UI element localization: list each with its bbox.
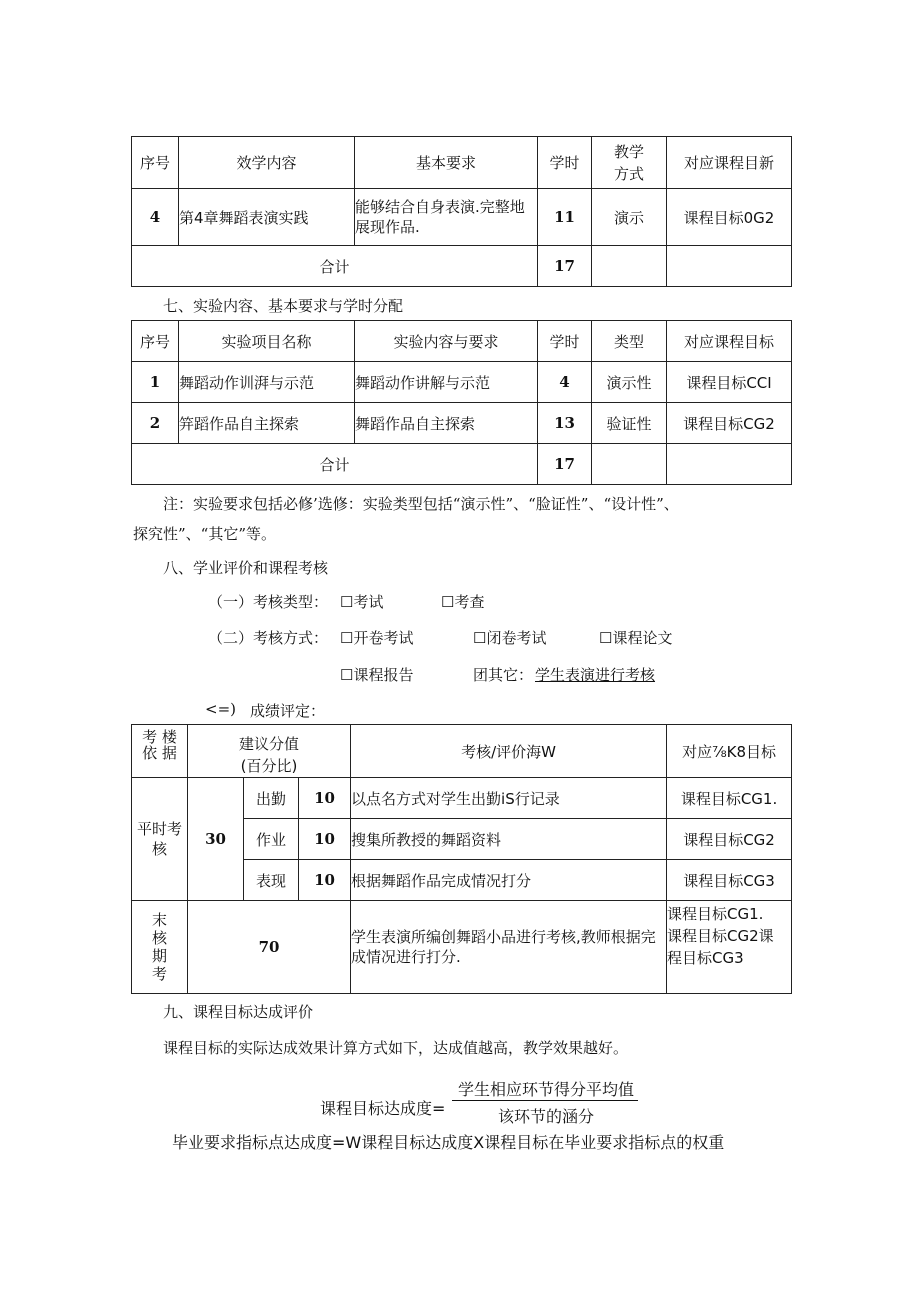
regular-label [132,778,188,901]
item-1-method: 以点名方式对学生出勤iS行记录 [351,778,667,819]
row-2-target: 课程目标CG2 [667,403,792,444]
row-requirement: 能够结合自身表演.完整地展现作品. [355,189,538,246]
row-2-name: 笄蹈作品自主探索 [179,403,355,444]
final-label-c1: 末 [151,911,167,929]
section-7-heading: 七、实验内容、基本要求与学时分配 [163,297,404,315]
checkbox-closed-book[interactable]: ☐闭卷考试 [473,629,547,647]
note-line-2: 探究性”、“其它”等。 [133,525,277,543]
item-2-target: 课程目标CG2 [667,819,792,860]
checkbox-other[interactable]: 团其它： [473,666,534,684]
header-basis [132,725,188,778]
header-basis-line1: 考 楼 [142,728,177,746]
header-target: 对应课程目标 [667,321,792,362]
final-target-line1: 课程目标CG1. [667,905,764,923]
final-target [667,901,792,994]
row-2-type: 验证性 [592,403,667,444]
header-hours: 学时 [538,137,592,189]
row-2-no: 2 [132,403,179,444]
item-2-score: 10 [299,819,351,860]
row-1-name: 舞蹈动作训湃与示范 [179,362,355,403]
row-hours: 11 [538,189,592,246]
header-content: 实验内容与要求 [355,321,538,362]
final-label [132,901,188,994]
item-1-score: 10 [299,778,351,819]
grading-label: <=) [205,700,236,718]
formula-2: 毕业要求指标点达成度=W课程目标达成度X课程目标在毕业要求指标点的权重 [172,1133,725,1152]
header-target: 对应课程目新 [667,137,792,189]
total-empty-1 [592,246,667,287]
item-3-name: 表现 [244,860,299,901]
header-requirement: 基本要求 [355,137,538,189]
regular-label-line1: 平时考 [136,820,182,838]
final-label-c4: 考 [151,965,167,983]
header-weight [188,725,351,778]
note-line-1: 注：实验要求包括必修’选修：实验类型包括“演示性”、“脸证性”、“设计性”、 [163,495,679,513]
header-name: 实验项目名称 [179,321,355,362]
header-content: 效学内容 [179,137,355,189]
checkbox-course-paper[interactable]: ☐课程论文 [599,629,673,647]
total-hours: 17 [538,444,592,485]
formula-1-numerator: 学生相应环节得分平均值 [458,1080,635,1099]
grading-text: 成绩评定： [250,702,326,720]
total-empty-1 [592,444,667,485]
section-9-paragraph: 课程目标的实际达成效果计算方式如下，达成值越高，教学效果越好。 [163,1039,629,1057]
other-method-text: 学生表演进行考核 [535,666,656,684]
row-2-hours: 13 [538,403,592,444]
checkbox-inspection[interactable]: ☐考查 [441,593,485,611]
section-8-heading: 八、学业评价和课程考核 [163,559,329,577]
row-target: 课程目标0G2 [667,189,792,246]
header-no: 序号 [132,137,179,189]
header-method-line1: 教学 [613,142,644,161]
regular-total: 30 [188,778,244,901]
header-method-line2: 方式 [613,164,644,183]
total-empty-2 [667,444,792,485]
formula-1-lhs: 课程目标达成度= [320,1099,446,1118]
header-no: 序号 [132,321,179,362]
item-2-name: 作业 [244,819,299,860]
assessment-method-label: （二）考核方式： [208,629,329,647]
header-target: 对应⅞K8目标 [667,725,792,778]
final-target-line2: 课程目标CG2课 [667,927,774,945]
header-weight-line2: (百分比) [240,757,298,775]
regular-label-line2: 核 [151,840,167,858]
row-1-type: 演示性 [592,362,667,403]
final-method: 学生表演所编创舞蹈小品进行考核,教师根据完成情况进行打分. [351,901,667,994]
header-weight-line1: 建议分值 [239,735,300,753]
grading-table [131,724,792,994]
final-label-c3: 期 [151,947,167,965]
header-method: 考核/评价海W [351,725,667,778]
row-no: 4 [132,189,179,246]
experiment-table [131,320,792,485]
row-1-hours: 4 [538,362,592,403]
header-type: 类型 [592,321,667,362]
row-2-content: 舞蹈作品自主探索 [355,403,538,444]
row-1-target: 课程目标CCI [667,362,792,403]
row-1-content: 舞蹈动作讲解与示范 [355,362,538,403]
checkbox-course-report[interactable]: ☐课程报告 [340,666,414,684]
item-3-method: 根据舞蹈作品完成情况打分 [351,860,667,901]
header-method [592,137,667,189]
final-label-c2: 核 [151,929,167,947]
total-empty-2 [667,246,792,287]
total-hours: 17 [538,246,592,287]
item-1-name: 出勤 [244,778,299,819]
teaching-content-table [131,136,792,287]
total-label: 合计 [132,444,538,485]
total-label: 合计 [132,246,538,287]
row-method: 演示 [592,189,667,246]
item-1-target: 课程目标CG1. [667,778,792,819]
row-1-no: 1 [132,362,179,403]
item-3-target: 课程目标CG3 [667,860,792,901]
header-hours: 学时 [538,321,592,362]
header-basis-line2: 依 据 [142,744,177,762]
section-9-heading: 九、课程目标达成评价 [163,1003,314,1021]
item-3-score: 10 [299,860,351,901]
assessment-type-label: （一）考核类型： [208,593,329,611]
item-2-method: 搜集所教授的舞蹈资料 [351,819,667,860]
checkbox-open-book[interactable]: ☐开卷考试 [340,629,414,647]
checkbox-exam[interactable]: ☐考试 [340,593,384,611]
formula-1-denominator: 该环节的涵分 [498,1107,595,1126]
final-score: 70 [188,901,351,994]
final-target-line3: 程目标CG3 [667,949,744,967]
formula-1-fraction-bar [452,1100,638,1101]
row-content: 第4章舞蹈表演实践 [179,189,355,246]
